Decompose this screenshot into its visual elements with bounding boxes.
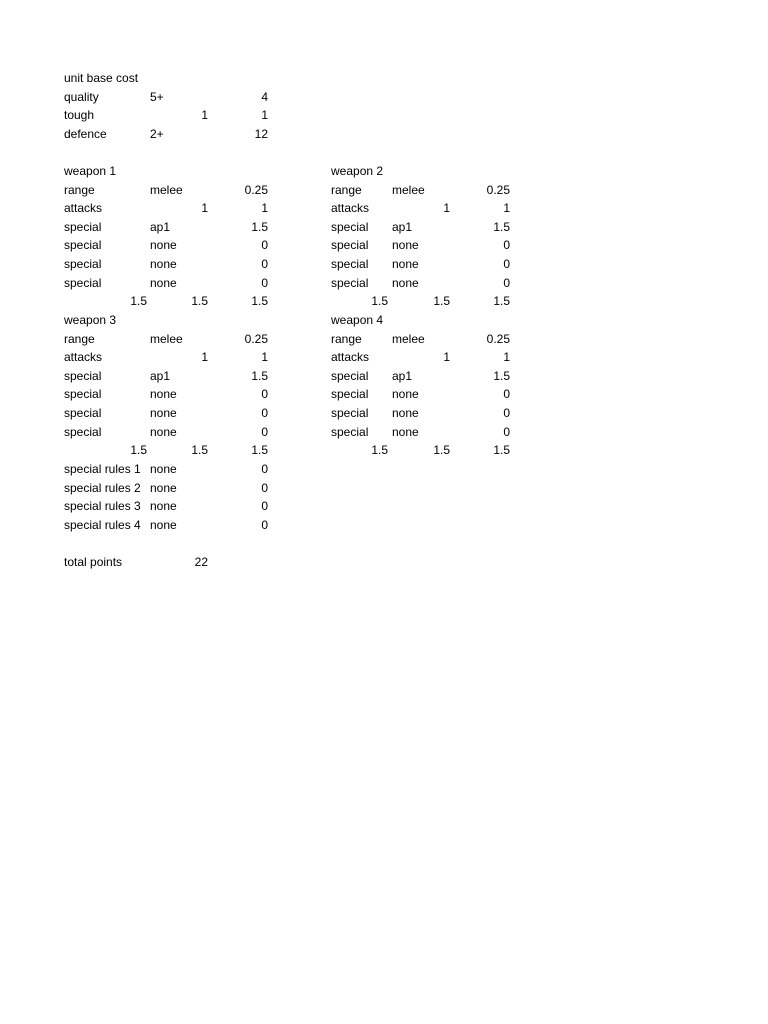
special-rules-value: none (150, 481, 177, 495)
weapon-1-special-label: special (64, 238, 102, 252)
defence-value: 2+ (150, 127, 164, 141)
weapon-3-attacks-mid: 1 (201, 350, 208, 364)
weapon-4-special-value: none (392, 387, 419, 401)
weapon-4-special-cost: 0 (503, 406, 510, 420)
weapon-2-attacks-mid: 1 (443, 201, 450, 215)
special-rules-cost: 0 (261, 518, 268, 532)
weapon-3-title: weapon 3 (64, 313, 117, 327)
weapon-4-special-label: special (331, 387, 369, 401)
weapon-2-special-label: special (331, 238, 369, 252)
weapon-1-title: weapon 1 (64, 164, 117, 178)
special-rules-cost: 0 (261, 499, 268, 513)
weapon-4-special-cost: 0 (503, 387, 510, 401)
weapon-3-special-cost: 0 (261, 387, 268, 401)
tough-mid: 1 (201, 108, 208, 122)
weapon-1-attacks-cost: 1 (261, 201, 268, 215)
weapon-2-special-value: none (392, 238, 419, 252)
weapon-2-attacks-cost: 1 (503, 201, 510, 215)
weapon-4-attacks-mid: 1 (443, 350, 450, 364)
total-points-label: total points (64, 555, 123, 569)
weapon-2-special-value: ap1 (392, 220, 413, 234)
weapon-4-attacks-cost: 1 (503, 350, 510, 364)
weapon-4-range-label: range (331, 332, 362, 346)
weapon-3-special-cost: 0 (261, 425, 268, 439)
weapon-2-special-value: none (392, 276, 419, 290)
weapon-1-special-value: none (150, 238, 177, 252)
special-rules-label: special rules 3 (64, 499, 141, 513)
weapon-4-title: weapon 4 (331, 313, 384, 327)
weapon-4-special-value: none (392, 406, 419, 420)
weapon-3-summary: 1.5 (251, 443, 268, 457)
weapon-4-range-value: melee (392, 332, 425, 346)
weapon-1-special-cost: 0 (261, 238, 268, 252)
quality-cost: 4 (261, 90, 268, 104)
weapon-3-special-cost: 0 (261, 406, 268, 420)
weapon-1-attacks-label: attacks (64, 201, 103, 215)
weapon-2-range-cost: 0.25 (486, 183, 510, 197)
total-points-value: 22 (194, 555, 208, 569)
weapon-3-summary: 1.5 (130, 443, 147, 457)
special-rules-value: none (150, 499, 177, 513)
weapon-1-special-cost: 1.5 (251, 220, 268, 234)
weapon-4-special-label: special (331, 369, 369, 383)
weapon-4-special-label: special (331, 425, 369, 439)
special-rules-label: special rules 4 (64, 518, 141, 532)
tough-cost: 1 (261, 108, 268, 122)
weapon-2-special-value: none (392, 257, 419, 271)
quality-label: quality (64, 90, 99, 104)
weapon-2-special-label: special (331, 220, 369, 234)
weapon-4-special-cost: 0 (503, 425, 510, 439)
weapon-1-attacks-mid: 1 (201, 201, 208, 215)
weapon-1-special-value: ap1 (150, 220, 171, 234)
weapon-4-special-cost: 1.5 (493, 369, 510, 383)
special-rules-value: none (150, 462, 177, 476)
weapon-2-special-cost: 0 (503, 276, 510, 290)
special-rules-value: none (150, 518, 177, 532)
weapon-3-range-label: range (64, 332, 95, 346)
weapon-3-summary: 1.5 (191, 443, 208, 457)
weapon-2-special-label: special (331, 276, 369, 290)
weapon-3-special-label: special (64, 425, 102, 439)
weapon-1-range-cost: 0.25 (244, 183, 268, 197)
weapon-1-special-value: none (150, 276, 177, 290)
weapon-1-summary: 1.5 (251, 294, 268, 308)
weapon-4-summary: 1.5 (371, 443, 388, 457)
weapon-3-attacks-cost: 1 (261, 350, 268, 364)
weapon-3-special-value: ap1 (150, 369, 171, 383)
weapon-1-summary: 1.5 (191, 294, 208, 308)
weapon-4-attacks-label: attacks (331, 350, 370, 364)
weapon-2-range-value: melee (392, 183, 425, 197)
weapon-2-special-cost: 1.5 (493, 220, 510, 234)
base-header: unit base cost (64, 71, 139, 85)
weapon-2-special-label: special (331, 257, 369, 271)
weapon-4-range-cost: 0.25 (486, 332, 510, 346)
weapon-3-attacks-label: attacks (64, 350, 103, 364)
weapon-2-summary: 1.5 (371, 294, 388, 308)
defence-label: defence (64, 127, 107, 141)
weapon-2-attacks-label: attacks (331, 201, 370, 215)
weapon-3-special-label: special (64, 369, 102, 383)
weapon-3-special-value: none (150, 425, 177, 439)
weapon-4-summary: 1.5 (433, 443, 450, 457)
weapon-4-special-label: special (331, 406, 369, 420)
weapon-3-special-value: none (150, 387, 177, 401)
weapon-2-special-cost: 0 (503, 238, 510, 252)
weapon-1-special-label: special (64, 257, 102, 271)
weapon-3-range-value: melee (150, 332, 183, 346)
weapon-3-special-value: none (150, 406, 177, 420)
weapon-2-summary: 1.5 (493, 294, 510, 308)
weapon-2-special-cost: 0 (503, 257, 510, 271)
weapon-1-special-cost: 0 (261, 257, 268, 271)
weapon-2-range-label: range (331, 183, 362, 197)
weapon-2-summary: 1.5 (433, 294, 450, 308)
weapon-3-special-label: special (64, 387, 102, 401)
tough-label: tough (64, 108, 95, 122)
weapon-4-special-value: ap1 (392, 369, 413, 383)
weapon-1-summary: 1.5 (130, 294, 147, 308)
defence-cost: 12 (254, 127, 268, 141)
weapon-2-title: weapon 2 (331, 164, 384, 178)
special-rules-label: special rules 1 (64, 462, 141, 476)
special-rules-label: special rules 2 (64, 481, 141, 495)
weapon-1-special-label: special (64, 276, 102, 290)
weapon-4-special-value: none (392, 425, 419, 439)
weapon-1-special-value: none (150, 257, 177, 271)
weapon-3-special-cost: 1.5 (251, 369, 268, 383)
special-rules-cost: 0 (261, 481, 268, 495)
quality-value: 5+ (150, 90, 164, 104)
weapon-1-special-cost: 0 (261, 276, 268, 290)
weapon-1-range-value: melee (150, 183, 183, 197)
weapon-1-range-label: range (64, 183, 95, 197)
special-rules-cost: 0 (261, 462, 268, 476)
weapon-4-summary: 1.5 (493, 443, 510, 457)
weapon-3-special-label: special (64, 406, 102, 420)
weapon-1-special-label: special (64, 220, 102, 234)
weapon-3-range-cost: 0.25 (244, 332, 268, 346)
